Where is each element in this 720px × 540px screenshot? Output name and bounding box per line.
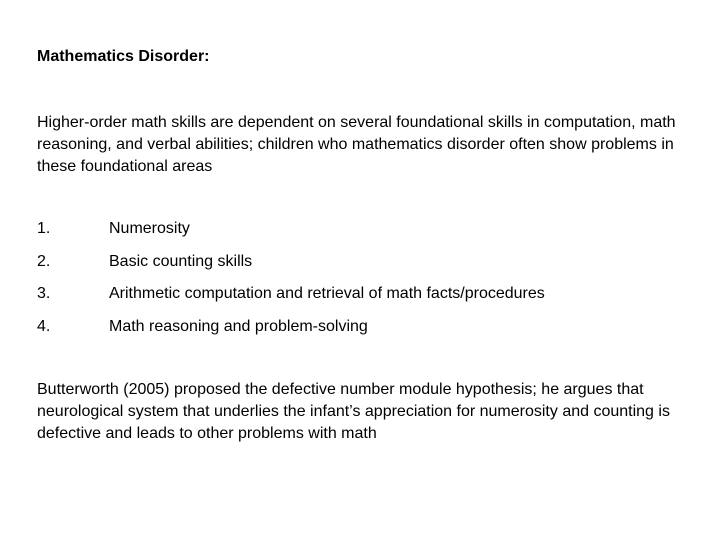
list-item-text: Numerosity <box>109 220 190 237</box>
list-item <box>37 251 687 284</box>
intro-paragraph: Higher-order math skills are dependent on several foundational skills in computation, math reasoning, and verbal abilities; children who mathematics disorder often show problems in these foundational areas <box>37 114 676 175</box>
list-item-text: Arithmetic computation and retrieval of math facts/procedures <box>109 285 545 302</box>
list-item-number: 2. <box>37 252 51 270</box>
list-item <box>37 316 687 349</box>
foundational-skills-list <box>37 218 687 348</box>
list-item-text: Basic counting skills <box>109 252 253 270</box>
slide-title: Mathematics Disorder: <box>37 48 210 65</box>
list-item <box>37 283 687 316</box>
list-item <box>37 218 687 251</box>
list-item-number: 4. <box>37 317 51 335</box>
list-item-number: 3. <box>37 285 51 302</box>
outro-paragraph: Butterworth (2005) proposed the defective number module hypothesis; he argues that neurological system that underlies the infant’s appreciation for numerosity and counting is defective and leads to other problems with math <box>37 381 670 442</box>
list-item-number: 1. <box>37 220 51 237</box>
list-item-text: Math reasoning and problem-solving <box>109 317 368 335</box>
